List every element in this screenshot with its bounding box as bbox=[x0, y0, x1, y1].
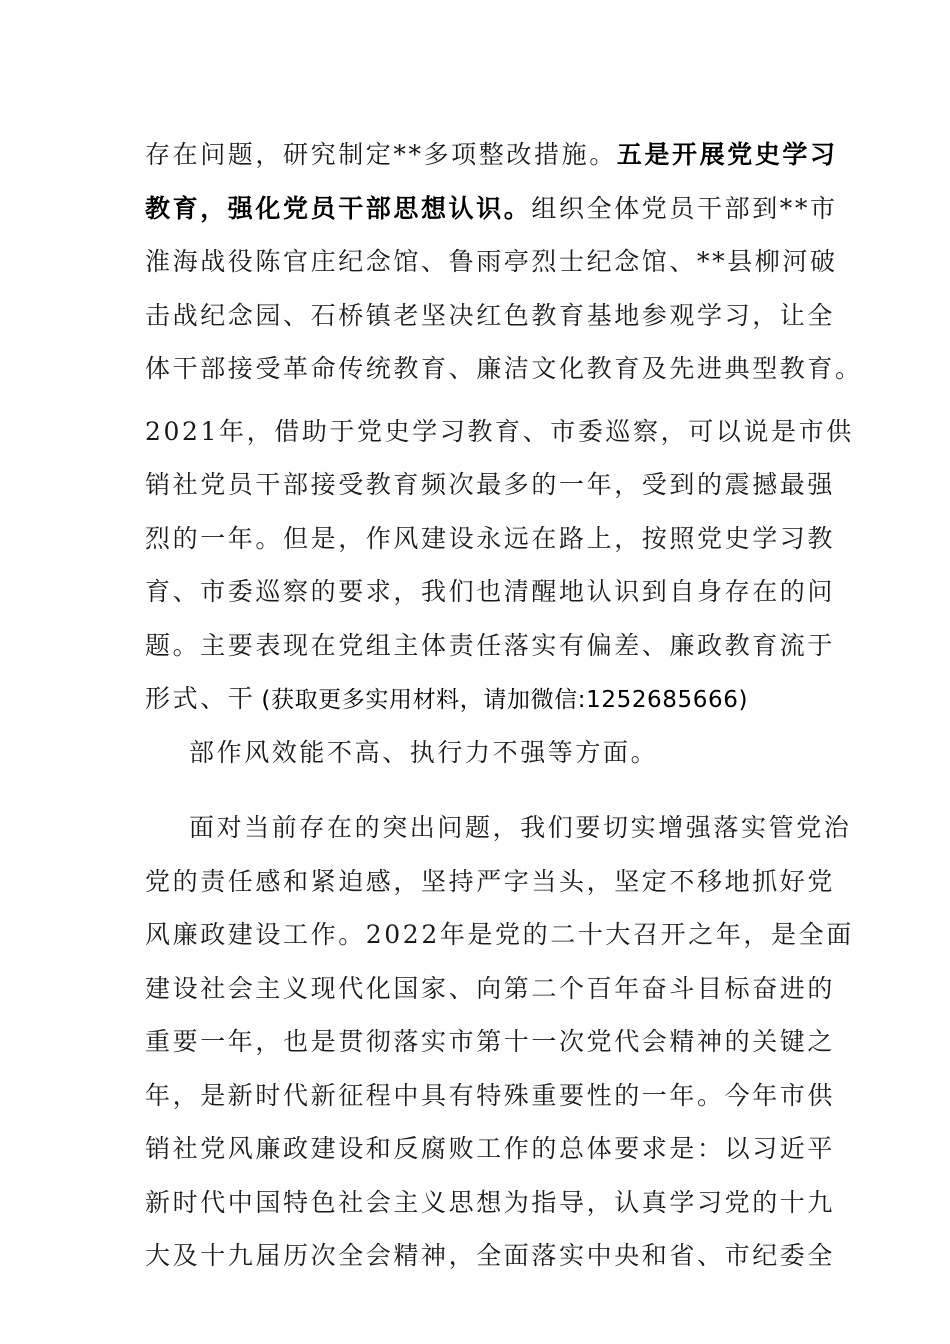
text-run: 形式、干 bbox=[145, 684, 256, 713]
text-line: 育、市委巡察的要求，我们也清醒地认识到自身存在的问 bbox=[145, 577, 836, 606]
text-line: 党的责任感和紧迫感，坚持严字当头，坚定不移地抓好党 bbox=[145, 866, 836, 896]
text-line bbox=[145, 128, 838, 182]
text-line bbox=[145, 182, 838, 236]
bold-heading-text: 教育，强化党员干部思想认识。 bbox=[145, 193, 532, 223]
text-line: 风廉政建设工作。2022年是党的二十大召开之年，是全面 bbox=[145, 920, 854, 949]
promo-note: (获取更多实用材料，请加微信:1252685666) bbox=[261, 687, 749, 713]
text-line: 大及十九届历次全会精神，全面落实中央和省、市纪委全 bbox=[145, 1241, 836, 1270]
text-line: 重要一年，也是贯彻落实市第十一次党代会精神的关键之 bbox=[145, 1027, 836, 1056]
text-line: 新时代中国特色社会主义思想为指导，认真学习党的十九 bbox=[145, 1187, 836, 1217]
text-line: 建设社会主义现代化国家、向第二个百年奋斗目标奋进的 bbox=[145, 973, 836, 1003]
text-line: 题。主要表现在党组主体责任落实有偏差、廉政教育流于 bbox=[145, 630, 836, 660]
bold-heading-text: 五是开展党史学习 bbox=[616, 140, 838, 169]
paragraph-3 bbox=[145, 801, 854, 1283]
paragraph-2 bbox=[145, 405, 854, 780]
text-line: 淮海战役陈官庄纪念馆、鲁雨亭烈士纪念馆、**县柳河破 bbox=[145, 247, 838, 276]
paragraph-1 bbox=[145, 128, 863, 396]
text-line: 年，是新时代新征程中具有特殊重要性的一年。今年市供 bbox=[145, 1080, 836, 1110]
text-line: 部作风效能不高、执行力不强等方面。 bbox=[189, 737, 659, 767]
text-line: 销社党风廉政建设和反腐败工作的总体要求是：以习近平 bbox=[145, 1134, 836, 1163]
text-line: 烈的一年。但是，作风建设永远在路上，按照党史学习教 bbox=[145, 523, 836, 553]
text-line: 销社党员干部接受教育频次最多的一年，受到的震撼最强 bbox=[145, 470, 836, 499]
text-line: 2021年，借助于党史学习教育、市委巡察，可以说是市供 bbox=[145, 416, 854, 446]
document-body bbox=[145, 128, 863, 1283]
text-run: 存在问题，研究制定**多项整改措施。 bbox=[145, 140, 617, 169]
text-line: 面对当前存在的突出问题，我们要切实增强落实管党治 bbox=[189, 813, 852, 842]
text-line bbox=[145, 672, 810, 726]
text-line: 体干部接受革命传统教育、廉洁文化教育及先进典型教育。 bbox=[145, 354, 863, 383]
text-run: 组织全体党员干部到**市 bbox=[531, 193, 838, 223]
text-line: 击战纪念园、石桥镇老坚决红色教育基地参观学习，让全 bbox=[145, 300, 836, 330]
